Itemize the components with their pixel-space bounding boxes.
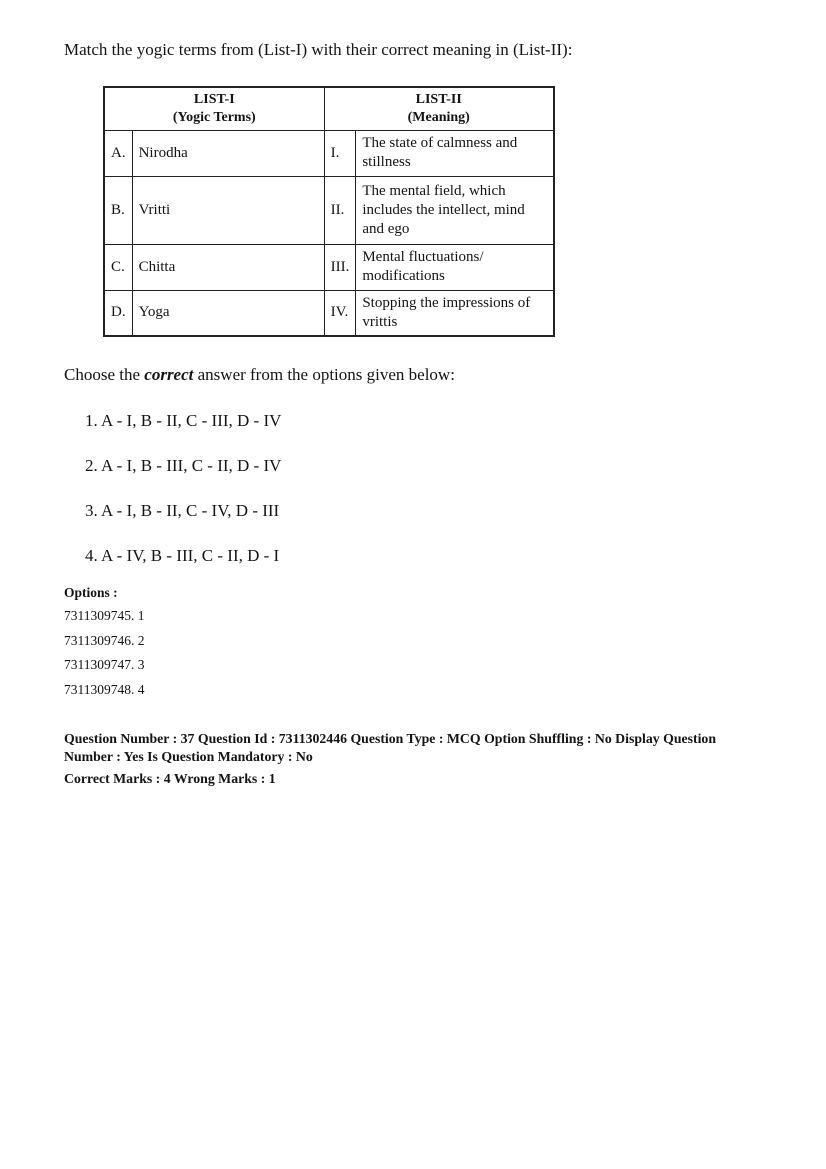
answer-options-list — [85, 411, 764, 566]
option-id-1: 7311309745. 1 — [64, 608, 145, 624]
meaning-text-4: Stopping the impressions of vrittis — [356, 290, 554, 336]
meaning-text-1: The state of calmness and stillness — [356, 130, 554, 176]
table-row-b — [104, 176, 554, 244]
table-header-row — [104, 87, 554, 130]
options-id-block — [64, 585, 764, 698]
table-row-d — [104, 290, 554, 336]
answer-option-2: 2. A - I, B - III, C - II, D - IV — [85, 456, 282, 476]
term-letter-c: C. — [104, 244, 132, 290]
list2-header — [324, 87, 554, 130]
term-text-b: Vritti — [132, 176, 324, 244]
options-label: Options : — [64, 585, 118, 601]
list2-title: LIST-II — [415, 92, 462, 107]
term-letter-a: A. — [104, 130, 132, 176]
answer-option-4: 4. A - IV, B - III, C - II, D - I — [85, 546, 280, 566]
match-table — [103, 86, 555, 337]
choose-suffix: answer from the options given below: — [193, 365, 455, 385]
list1-header — [104, 87, 324, 130]
answer-option-3: 3. A - I, B - II, C - IV, D - III — [85, 501, 280, 521]
term-text-d: Yoga — [132, 290, 324, 336]
list1-subtitle: (Yogic Terms) — [172, 109, 256, 125]
meaning-text-3: Mental fluctuations/ modifications — [356, 244, 554, 290]
choose-emphasis: correct — [144, 365, 194, 385]
term-text-a: Nirodha — [132, 130, 324, 176]
table-row-a — [104, 130, 554, 176]
term-letter-b: B. — [104, 176, 132, 244]
meaning-numeral-3: III. — [324, 244, 356, 290]
option-id-3: 7311309747. 3 — [64, 657, 145, 673]
choose-instruction — [64, 365, 764, 385]
table-row-c — [104, 244, 554, 290]
meaning-numeral-4: IV. — [324, 290, 356, 336]
question-metadata — [64, 730, 764, 788]
meaning-numeral-2: II. — [324, 176, 356, 244]
option-id-4: 7311309748. 4 — [64, 681, 145, 697]
metadata-line1: Question Number : 37 Question Id : 7311302446 Question Type : MCQ Option Shuffling : No Display Question Number : Yes Is Question Mandatory : No — [64, 730, 716, 764]
metadata-line2: Correct Marks : 4 Wrong Marks : 1 — [64, 770, 276, 786]
option-id-2: 7311309746. 2 — [64, 632, 145, 648]
question-prompt: Match the yogic terms from (List-I) with their correct meaning in (List-II): — [64, 40, 573, 59]
list1-title: LIST-I — [193, 92, 235, 107]
meaning-numeral-1: I. — [324, 130, 356, 176]
answer-option-1: 1. A - I, B - II, C - III, D - IV — [85, 411, 282, 431]
choose-prefix: Choose the — [64, 365, 145, 385]
list2-subtitle: (Meaning) — [407, 109, 470, 125]
term-text-c: Chitta — [132, 244, 324, 290]
meaning-text-2: The mental field, which includes the intellect, mind and ego — [356, 176, 554, 244]
term-letter-d: D. — [104, 290, 132, 336]
